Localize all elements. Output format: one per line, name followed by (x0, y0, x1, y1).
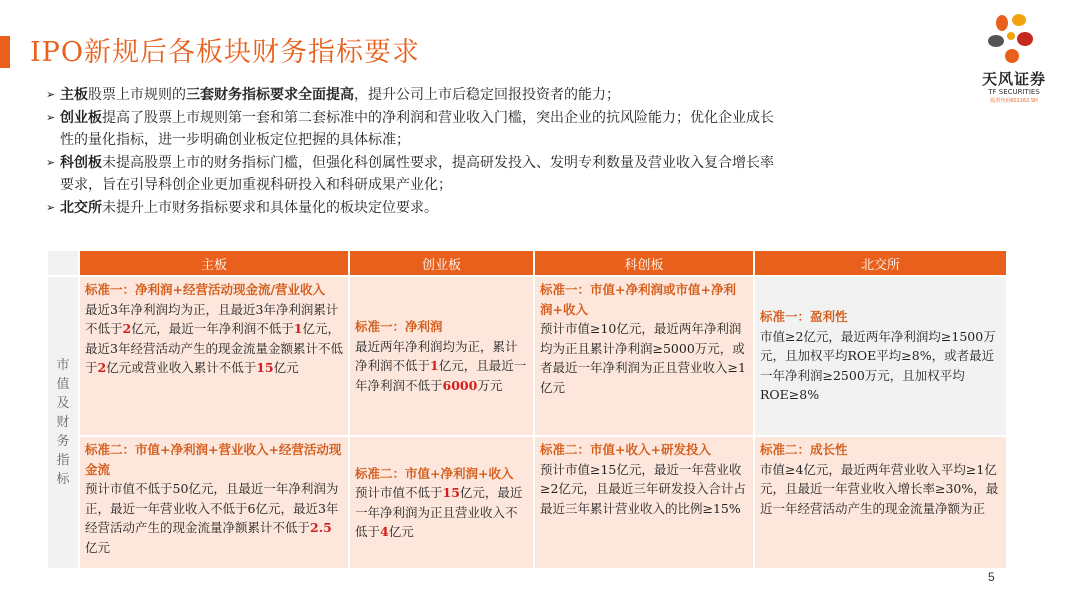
bullet-emphasis: 三套财务指标要求全面提高 (186, 87, 354, 103)
page-title: IPO新规后各板块财务指标要求 (30, 37, 420, 68)
description-text: 预计市值≥15亿元，最近一年营业收≥2亿元，且最近三年研发投入合计占最近三年累计营业收入的比例≥15% (540, 461, 746, 516)
bullet-arrow-icon: ➢ (46, 88, 56, 101)
description-text: 预计市值不低于 (355, 485, 443, 500)
logo-petal (988, 35, 1004, 47)
row-side-label (47, 276, 79, 569)
table-row (47, 276, 1007, 436)
highlighted-number: 2 (97, 360, 107, 375)
bullet-keyword: 创业板 (60, 109, 102, 126)
bullet-text-continued: 要求，旨在引导科创企业更加重视科研投入和科研成果产业化； (60, 177, 452, 193)
side-label-char: 标 (56, 472, 70, 487)
bullet-text: 未提高股票上市的财务指标门槛，但强化科创属性要求，提高研发投入、发明专利数量及营业收入复合增长率 (102, 154, 774, 171)
side-label-char: 市 (56, 358, 70, 373)
standard-description (85, 481, 338, 555)
table-corner (47, 250, 79, 276)
description-text: 万元 (477, 377, 503, 393)
bullet-keyword: 北交所 (60, 199, 102, 216)
highlighted-number: 2.5 (310, 520, 332, 535)
side-label-char: 及 (56, 396, 70, 411)
logo-name: 天风证券 (981, 70, 1046, 88)
table-cell (79, 276, 349, 436)
column-header-main-board: 主板 (79, 250, 349, 276)
page-number: 5 (988, 570, 995, 584)
description-text: 最近两年净利润均为正，累计净利润不低于 (355, 338, 518, 373)
bullet-item (46, 84, 966, 107)
standard-heading: 标准一：净利润 (355, 319, 443, 334)
bullet-text: 未提升上市财务指标要求和具体量化的板块定位要求。 (102, 199, 438, 216)
description-text: 亿元 (85, 539, 111, 555)
table-cell (349, 436, 534, 569)
description-text: 预计市值≥10亿元，最近两年净利润均为正且累计净利润≥5000万元，或者最近一年净利润为正且营业收入≥1亿元 (540, 321, 746, 395)
logo-petal (1012, 14, 1026, 26)
standard-description (355, 485, 522, 539)
standard-description (760, 462, 998, 516)
bullet-item (46, 197, 966, 220)
standard-description (540, 321, 746, 395)
logo-petal (1005, 49, 1019, 63)
logo-center (1007, 32, 1015, 40)
table-cell (534, 436, 754, 569)
logo-stock-code: 股票代码601162.SH (990, 98, 1038, 104)
highlighted-number: 4 (380, 524, 389, 539)
description-text: 预计市值不低于50亿元，且最近一年净利润为正，最近一年营业收入不低于6亿元，最近3年经营活动产生的现金流量净额累计不低于 (85, 481, 339, 535)
bullet-text-continued: 性的量化指标，进一步明确创业板定位把握的具体标准； (60, 132, 410, 148)
table-row (47, 436, 1007, 569)
bullet-text: ，提升公司上市后稳定回报投资者的能力； (354, 87, 620, 103)
table-cell (754, 436, 1007, 569)
side-label-char: 值 (56, 377, 70, 392)
flower-logo-icon (972, 12, 1056, 68)
bullet-keyword: 科创板 (60, 154, 102, 171)
table-cell (349, 276, 534, 436)
description-text: 亿元，最近3年经营活动产生的现金流量金额累计不低于 (85, 321, 343, 375)
side-label-char: 指 (56, 453, 70, 468)
table-cell (754, 276, 1007, 436)
standard-description (85, 302, 343, 376)
company-logo (972, 12, 1056, 104)
financial-requirements-table (46, 249, 1008, 570)
table-cell (534, 276, 754, 436)
highlighted-number: 15 (256, 360, 274, 375)
bullet-keyword: 主板 (60, 87, 88, 103)
description-text: 亿元，最近一年净利润为正且营业收入不低于 (355, 485, 523, 539)
highlighted-number: 6000 (442, 377, 478, 393)
standard-heading: 标准二：市值+净利润+营业收入+经营活动现金流 (85, 442, 342, 477)
bullet-arrow-icon: ➢ (46, 110, 56, 124)
logo-petal (996, 15, 1008, 31)
logo-petal (1017, 32, 1033, 46)
description-text: 最近3年净利润均为正，且最近3年净利润累计不低于 (85, 301, 339, 336)
column-header-star-market: 科创板 (534, 250, 754, 276)
bullet-list (46, 84, 966, 219)
standard-heading: 标准一：净利润+经营活动现金流/营业收入 (85, 282, 326, 297)
standard-description (760, 329, 996, 403)
highlighted-number: 15 (442, 485, 460, 500)
standard-description (355, 339, 526, 393)
standard-heading: 标准二：市值+净利润+收入 (355, 465, 514, 481)
bullet-arrow-icon: ➢ (46, 155, 56, 169)
description-text: 亿元，且最近一年净利润不低于 (355, 358, 527, 393)
bullet-text: 提高了股票上市规则第一套和第二套标准中的净利润和营业收入门槛，突出企业的抗风险能力；优化企业成长 (102, 109, 774, 126)
table-header-row (47, 250, 1007, 276)
description-text: 亿元 (273, 360, 299, 375)
standard-heading: 标准一：市值+净利润或市值+净利润+收入 (540, 282, 736, 317)
logo-english-name: TF SECURITIES (988, 88, 1040, 96)
standard-description (540, 462, 746, 516)
bullet-arrow-icon: ➢ (46, 200, 56, 214)
table-cell (79, 436, 349, 569)
standard-heading: 标准一：盈利性 (760, 309, 848, 325)
description-text: 亿元，最近一年净利润不低于 (131, 321, 294, 336)
title-accent-bar (0, 36, 10, 68)
description-text: 市值≥4亿元，最近两年营业收入平均≥1亿元，且最近一年营业收入增长率≥30%，最近一年经营活动产生的现金流量净额为正 (760, 461, 999, 516)
column-header-chinext: 创业板 (349, 250, 534, 276)
bullet-text: 股票上市规则的 (88, 87, 186, 103)
side-label-char: 财 (56, 415, 70, 430)
column-header-bse: 北交所 (754, 250, 1007, 276)
bullet-item (46, 107, 966, 152)
standard-heading: 标准二：市值+收入+研发投入 (540, 442, 711, 457)
description-text: 市值≥2亿元，最近两年净利润均≥1500万元，且加权平均ROE平均≥8%，或者最近一年净利润≥2500万元，且加权平均ROE≥8% (760, 328, 996, 403)
highlighted-number: 1 (293, 321, 303, 336)
side-label-char: 务 (56, 434, 70, 449)
highlighted-number: 2 (122, 321, 132, 336)
description-text: 亿元或营业收入累计不低于 (106, 360, 257, 375)
highlighted-number: 1 (430, 358, 439, 373)
bullet-item (46, 152, 966, 197)
description-text: 亿元 (388, 524, 414, 539)
standard-heading: 标准二：成长性 (760, 442, 848, 457)
